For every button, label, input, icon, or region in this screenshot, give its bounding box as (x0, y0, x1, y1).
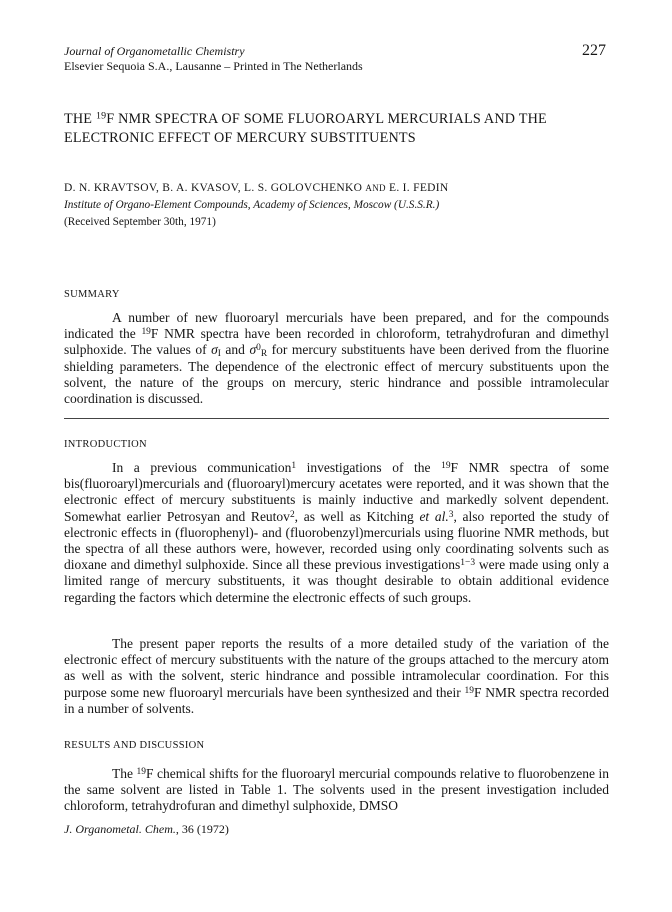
summary-text-1: A number of new fluoroaryl mercurials have been prepared, and for the compounds indicated the (64, 310, 609, 342)
article-title (64, 110, 609, 148)
summary-text-3: and (220, 342, 250, 358)
page-number: 227 (582, 42, 606, 59)
author-list (64, 181, 449, 195)
authors-first: D. N. KRAVTSOV, B. A. KVASOV, L. S. GOLOVCHENKO (64, 182, 366, 194)
introduction-paragraph-1 (64, 460, 609, 606)
footer-volume: , 36 (1972) (175, 822, 229, 836)
title-superscript: 19 (95, 110, 107, 122)
intro-p2-text-1: The present paper reports the results of a more detailed study of the variation of the electronic effect of mercury substituents with the nature of the groups attached to the mercury atom as well as with the solvent, steric hindrance and possible intramolecular coordination. For this purpose some new fluoroaryl mercurials have been synthesized and their (64, 636, 609, 700)
footer-citation (64, 822, 229, 836)
summary-heading: SUMMARY (64, 289, 120, 300)
institution: Institute of Organo-Element Compounds, Academy of Sciences, Moscow (U.S.S.R.) (64, 199, 440, 211)
intro-p1-isotope: 19 (441, 460, 451, 471)
publisher-line: Elsevier Sequoia S.A., Lausanne – Printed in The Netherlands (64, 59, 363, 73)
intro-p2-text-2: F NMR spectra recorded in a number of solvents. (64, 684, 609, 716)
intro-p1-text-4: , as well as Kitching (294, 508, 420, 524)
introduction-paragraph-2 (64, 636, 609, 717)
results-heading: RESULTS AND DISCUSSION (64, 740, 205, 751)
introduction-heading: INTRODUCTION (64, 439, 147, 450)
intro-p1-text-6: were made using only a limited range of mercury substituents, it was thought desirable to obtain additional evidence regarding the factors which determine the electronic effects of such groups. (64, 557, 609, 605)
intro-p1-text-1: In a previous communication (112, 460, 292, 475)
authors-and: AND (365, 183, 386, 193)
sigma-r-subscript: R (260, 349, 268, 360)
citation-ref-range: 1−3 (460, 557, 476, 568)
results-text-1: The (112, 766, 137, 781)
title-text-post: F NMR SPECTRA OF SOME FLUOROARYL MERCURIALS AND THE ELECTRONIC EFFECT OF MERCURY SUBSTITUENTS (64, 111, 547, 146)
citation-ref-2: 2 (289, 509, 295, 520)
intro-p1-text-3: F NMR spectra of some bis(fluoroaryl)mercurials and (fluoroaryl)mercury acetates were reported, and it was shown that the electronic effect of mercury substituents is mainly inductive and markedly solvent dependent. Somewhat earlier Petrosyan and Reutov (64, 460, 610, 524)
footer-journal: J. Organometal. Chem. (64, 822, 176, 836)
results-isotope: 19 (136, 766, 146, 777)
results-text-2: F chemical shifts for the fluoroaryl mercurial compounds relative to fluorobenzene in the same solvent are listed in Table 1. The solvents used in the present investigation included chloroform, tetrahydrofuran and dimethyl sulphoxide, DMSO (64, 766, 609, 814)
summary-text-4: for mercury substituents have been derived from the fluorine shielding parameters. The dependence of the electronic effect of mercury substituents upon the solvent, the nature of the groups on mercury, steric hindrance and possible intramolecular coordination is discussed. (64, 342, 610, 407)
summary-paragraph (64, 310, 609, 407)
sigma-r-superscript: 0 (256, 343, 261, 354)
summary-superscript-1: 19 (141, 326, 151, 337)
section-divider (64, 418, 609, 419)
intro-p1-text-2: investigations of the (296, 460, 442, 475)
intro-p2-isotope: 19 (464, 685, 474, 696)
title-text-pre: THE (64, 111, 96, 127)
intro-p1-text-5: , also reported the study of electronic effects in (fluorophenyl)- and (fluorobenzyl)mercurials using fluorine NMR methods, but the spectra of all these authors were, however, recorded using only coordinating solvents such as dioxane and dimethyl sulphoxide. Since all these previous investigations (64, 508, 609, 573)
citation-ref-3: 3 (448, 509, 454, 520)
citation-ref-1: 1 (291, 460, 297, 471)
sigma-i-subscript: I (217, 349, 221, 360)
sigma-r-symbol: σ (249, 342, 257, 358)
summary-text-2: F NMR spectra have been recorded in chloroform, tetrahydrofuran and dimethyl sulphoxide. The values of (64, 326, 609, 358)
sigma-i-symbol: σ (211, 342, 218, 358)
authors-last: E. I. FEDIN (385, 182, 449, 194)
journal-name: Journal of Organometallic Chemistry (64, 44, 245, 58)
received-date: (Received September 30th, 1971) (64, 216, 216, 228)
results-paragraph (64, 766, 609, 815)
et-al-text: et al. (419, 508, 449, 524)
